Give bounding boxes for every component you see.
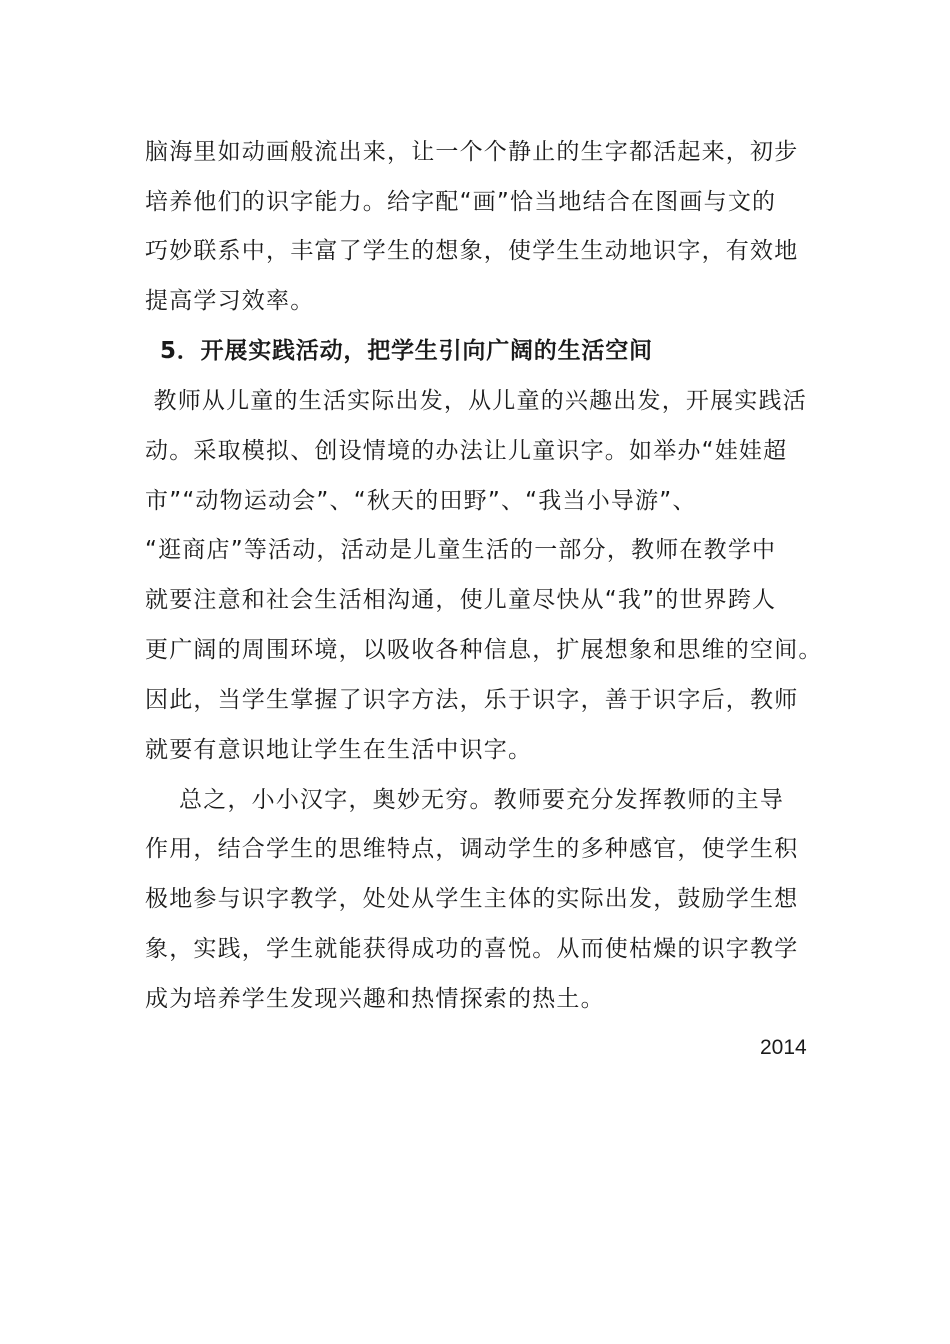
section-heading: 5．开展实践活动，把学生引向广阔的生活空间 xyxy=(160,338,653,364)
body-text-line: 因此，当学生掌握了识字方法，乐于识字，善于识字后，教师 xyxy=(145,687,799,713)
body-text-line: 培养他们的识字能力。给字配“画”恰当地结合在图画与文的 xyxy=(145,189,777,215)
body-text-line: 提高学习效率。 xyxy=(145,288,315,314)
body-text-line: 脑海里如动画般流出来，让一个个静止的生字都活起来，初步 xyxy=(145,139,799,165)
body-text-line: 就要注意和社会生活相沟通，使儿童尽快从“我”的世界跨人 xyxy=(145,587,777,613)
body-text-line: “逛商店”等活动，活动是儿童生活的一部分，教师在教学中 xyxy=(145,537,777,563)
body-text-line: 象，实践，学生就能获得成功的喜悦。从而使枯燥的识字教学 xyxy=(145,936,799,962)
body-text-line: 极地参与识字教学，处处从学生主体的实际出发，鼓励学生想 xyxy=(145,886,799,912)
body-text-line: 更广阔的周围环境，以吸收各种信息，扩展想象和思维的空间。 xyxy=(145,637,823,663)
body-text-line: 教师从儿童的生活实际出发，从儿童的兴趣出发，开展实践活 xyxy=(145,388,807,414)
year-label: 2014 xyxy=(760,1036,807,1059)
body-text-line: 动。采取模拟、创设情境的办法让儿童识字。如举办“娃娃超 xyxy=(145,438,788,464)
body-text-line: 总之，小小汉字，奥妙无穷。教师要充分发挥教师的主导 xyxy=(145,787,785,813)
body-text-line: 作用，结合学生的思维特点，调动学生的多种感官，使学生积 xyxy=(145,836,799,862)
body-text-line: 市”“动物运动会”、“秋天的田野”、“我当小导游”、 xyxy=(145,488,697,514)
body-text-line: 巧妙联系中，丰富了学生的想象，使学生生动地识字，有效地 xyxy=(145,238,799,264)
body-text-line: 成为培养学生发现兴趣和热情探索的热土。 xyxy=(145,986,605,1012)
body-text-line: 就要有意识地让学生在生活中识字。 xyxy=(145,737,533,763)
